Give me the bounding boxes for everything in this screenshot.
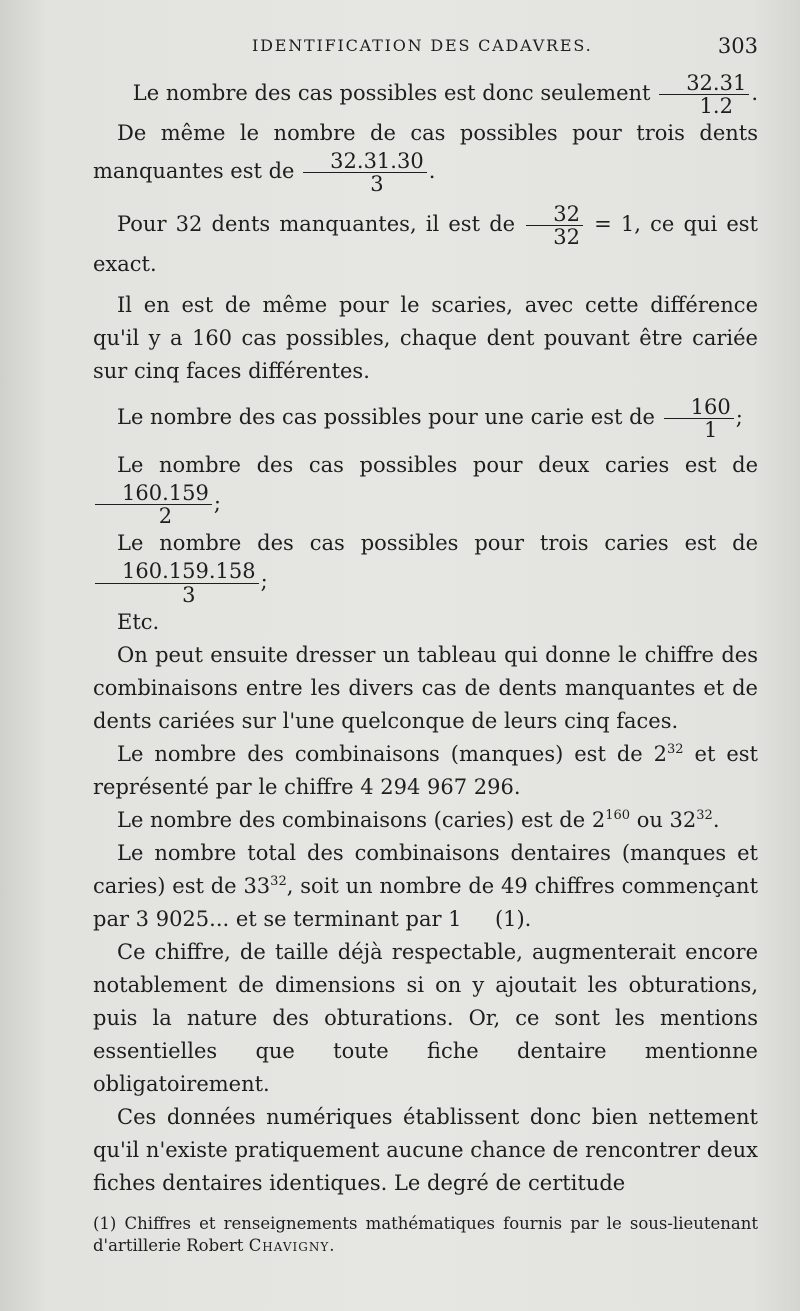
fraction-numerator: 32 [526,203,583,226]
paragraph [93,203,758,281]
paragraph [93,72,758,117]
fraction-denominator: 3 [370,172,384,197]
footnote-marker: (1) [93,1214,117,1233]
fraction [664,396,734,441]
paragraph [93,738,758,804]
fraction [659,72,749,117]
exponent: 160 [605,807,631,823]
paragraph-text: Pour 32 dents manquantes, il est de [117,212,516,237]
paragraph-text: Le nombre des cas possibles pour trois caries est de [117,531,758,556]
fraction-numerator: 32.31.30 [303,150,427,173]
fraction [95,560,259,605]
footnote [93,1213,758,1257]
paragraph-text: Le nombre des cas possibles pour une carie est de [117,405,655,430]
paragraph: On peut ensuite dresser un tableau qui donne le chiffre des combinaisons entre les divers cas de dents manquantes et de dents cariées sur l'une quelconque de leurs cinq faces. [93,642,758,733]
paragraph: Il en est de même pour le scaries, avec cette différence qu'il y a 160 cas possibles, chaque dent pouvant être cariée sur cinq faces différentes. [93,293,758,384]
paragraph-text: Le nombre des cas possibles pour deux caries est de [117,453,758,478]
paragraph: Ces données numériques établissent donc bien nettement qu'il n'existe pratiquement aucune chance de rencontrer deux fiches dentaires identiques. Le degré de certitude [93,1104,758,1195]
paragraph: Ce chiffre, de taille déjà respectable, augmenterait encore notablement de dimensions si on y ajoutait les obturations, puis la nature des obturations. Or, ce sont les mentions essentielles que toute fiche dentaire mentionne obligatoirement. [93,939,758,1096]
paragraph-text: Le nombre total des combinaisons dentaires (manques et caries) est de 33 [93,840,758,898]
fraction-numerator: 160 [664,396,734,419]
fraction [303,150,427,195]
footnote-end: . [329,1236,335,1255]
paragraph [93,449,758,527]
fraction-denominator: 32 [553,225,580,250]
paragraph-text: Le nombre des combinaisons (caries) est de 2 [117,807,606,832]
paragraph-end: ; [260,569,268,594]
paragraph-end: = 1, ce qui est exact. [93,212,758,277]
paragraph-text: et est représenté par le chiffre 4 294 967 296. [93,741,758,799]
exponent: 32 [667,741,684,757]
footnote-text: Chiffres et renseignements mathématiques fournis par le sous-lieutenant d'artillerie Robert [93,1214,759,1255]
paragraph: Etc. [117,609,160,634]
fraction-denominator: 1 [704,418,718,443]
paragraph [93,837,758,936]
paragraph-text: Le nombre des cas possibles est donc seulement [132,81,651,106]
paragraph [93,804,758,837]
paragraph-text: , soit un nombre de 49 chiffres commençant par 3 9025... et se terminant par 1 [93,873,759,931]
footnote-name: Chavigny [248,1236,330,1255]
fraction [95,482,212,527]
fraction-denominator: 2 [158,504,173,529]
fraction-numerator: 32.31 [659,72,749,95]
page-body [93,72,758,1200]
fraction-denominator: 3 [182,582,196,607]
paragraph [93,527,758,605]
fraction-numerator: 160.159.158 [95,560,259,583]
paragraph-end: . [751,81,758,106]
paragraph-text: ou 32 [630,807,697,832]
exponent: 32 [270,873,287,889]
page-header [92,36,758,64]
fraction [526,203,583,248]
paragraph-text: De même le nombre de cas possibles pour trois dents manquantes est de [93,121,758,184]
page-number: 303 [717,34,758,58]
paragraph-end: . [712,807,720,832]
running-head: IDENTIFICATION DES CADAVRES. [252,36,593,55]
paragraph-end: ; [213,491,221,516]
paragraph-end: ; [735,405,743,430]
footnote-reference: (1). [494,906,532,931]
paragraph [93,396,758,441]
paragraph [93,117,758,195]
fraction-denominator: 1.2 [699,94,733,119]
fraction-numerator: 160.159 [95,482,212,505]
exponent: 32 [696,807,713,823]
paragraph-text: Le nombre des combinaisons (manques) est de 2 [117,741,668,766]
paragraph-end: . [428,159,436,184]
